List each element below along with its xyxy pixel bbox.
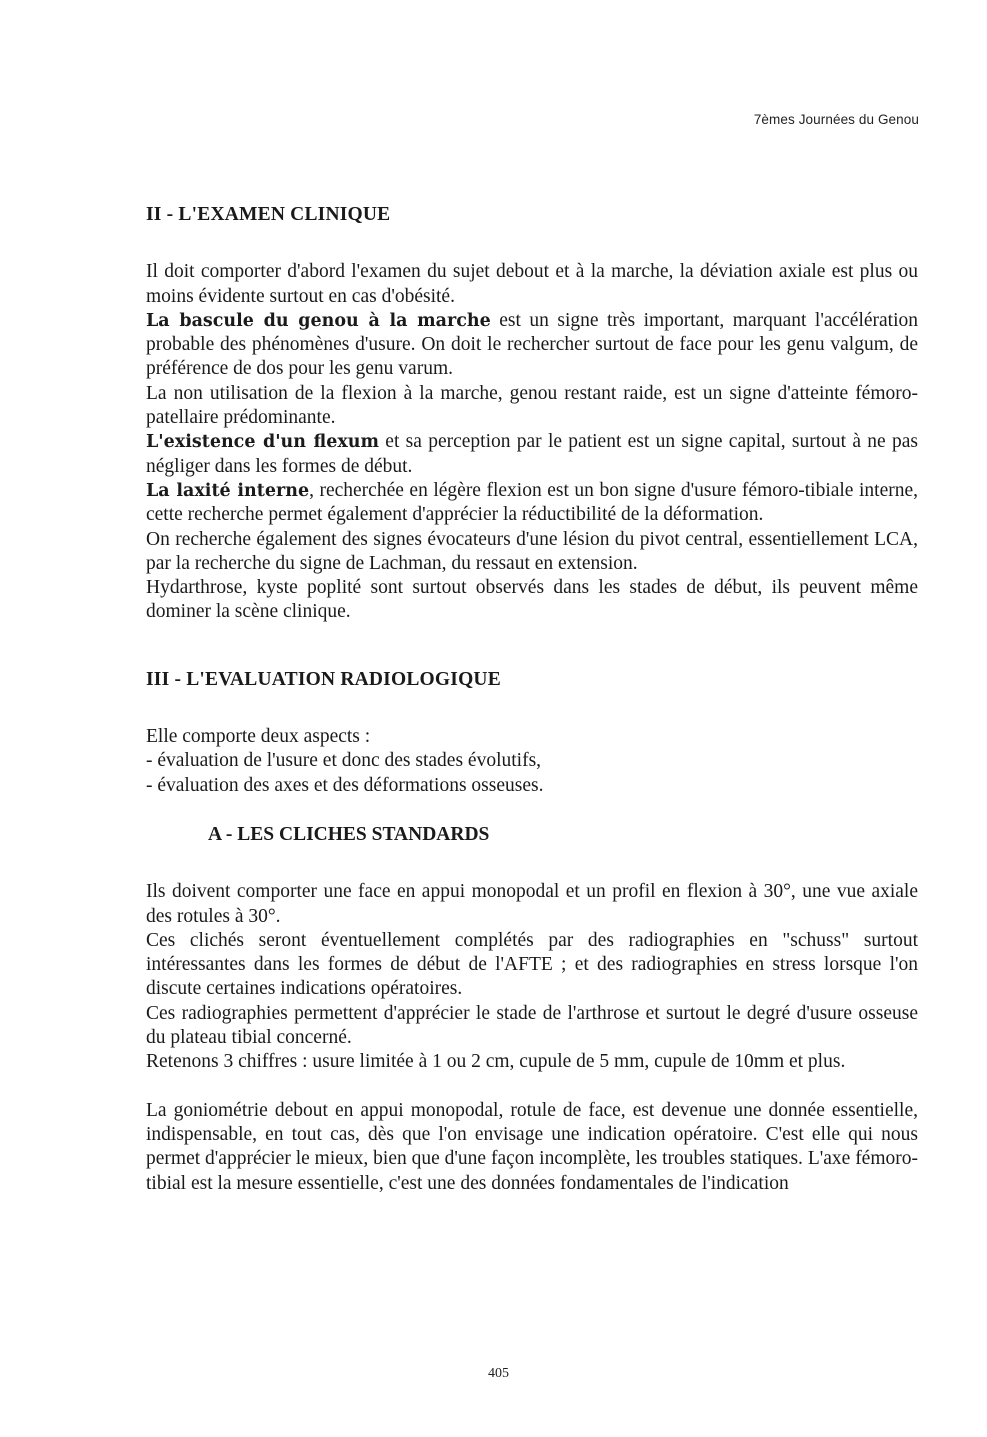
section-heading-evaluation-radiologique: III - L'EVALUATION RADIOLOGIQUE <box>146 668 501 690</box>
paragraph: Ces clichés seront éventuellement complétés par des radiographies en "schuss" surtout intéressantes dans les formes de début de l'AFTE ; et des radiographies en stress lorsque l'on discute certaines indications opératoires. <box>146 929 918 1000</box>
page-body <box>146 203 918 1196</box>
bold-term: La bascule du genou à la marche <box>146 310 491 331</box>
section-heading-examen-clinique: II - L'EXAMEN CLINIQUE <box>146 204 391 225</box>
paragraph-text: , recherchée en légère flexion est un bon signe d'usure fémoro-tibiale interne, cette recherche permet également d'apprécier la réductibilité de la déformation. <box>146 479 918 526</box>
subsection-heading-cliches-standards: A - LES CLICHES STANDARDS <box>208 823 490 845</box>
paragraph-text: et sa perception par le patient est un signe capital, surtout à ne pas négliger dans les formes de début. <box>146 431 918 477</box>
running-header: 7èmes Journées du Genou <box>753 112 919 127</box>
paragraph: Hydarthrose, kyste poplité sont surtout observés dans les stades de début, ils peuvent même dominer la scène clinique. <box>146 577 918 623</box>
paragraph: Ces radiographies permettent d'apprécier le stade de l'arthrose et surtout le degré d'usure osseuse du plateau tibial concerné. <box>146 1002 918 1049</box>
paragraph: Ils doivent comporter une face en appui monopodal et un profil en flexion à 30°, une vue axiale des rotules à 30°. <box>146 881 918 927</box>
paragraph: Il doit comporter d'abord l'examen du sujet debout et à la marche, la déviation axiale est plus ou moins évidente surtout en cas d'obésité. <box>146 261 918 307</box>
paragraph: La non utilisation de la flexion à la marche, genou restant raide, est un signe d'atteinte fémoro-patellaire prédominante. <box>146 382 918 429</box>
list-item: - évaluation de l'usure et donc des stades évolutifs, <box>146 750 542 772</box>
list-item: - évaluation des axes et des déformations osseuses. <box>146 774 544 796</box>
paragraph: Elle comporte deux aspects : <box>146 726 371 748</box>
bold-term: La laxité interne <box>146 480 310 501</box>
paragraph-text: est un signe très important, marquant l'accélération probable des phénomènes d'usure. On doit le rechercher surtout de face pour les genu valgum, de préférence de dos pour les genu varum. <box>146 309 919 380</box>
page-number: 405 <box>488 1366 509 1381</box>
paragraph: La goniométrie debout en appui monopodal, rotule de face, est devenue une donnée essentielle, indispensable, en tout cas, dès que l'on envisage une indication opératoire. C'est elle qui nous permet d'apprécier le mieux, bien que d'une façon incomplète, les troubles statiques. L'axe fémoro-tibial est la mesure essentielle, c'est une des données fondamentales de l'indication <box>146 1099 918 1194</box>
paragraph <box>146 479 918 528</box>
bold-term: L'existence d'un flexum <box>146 432 380 453</box>
paragraph: On recherche également des signes évocateurs d'une lésion du pivot central, essentiellement LCA, par la recherche du signe de Lachman, du ressaut en extension. <box>146 528 918 574</box>
paragraph: Retenons 3 chiffres : usure limitée à 1 ou 2 cm, cupule de 5 mm, cupule de 10mm et plus. <box>146 1051 846 1073</box>
paragraph <box>146 430 918 479</box>
paragraph <box>146 309 918 382</box>
